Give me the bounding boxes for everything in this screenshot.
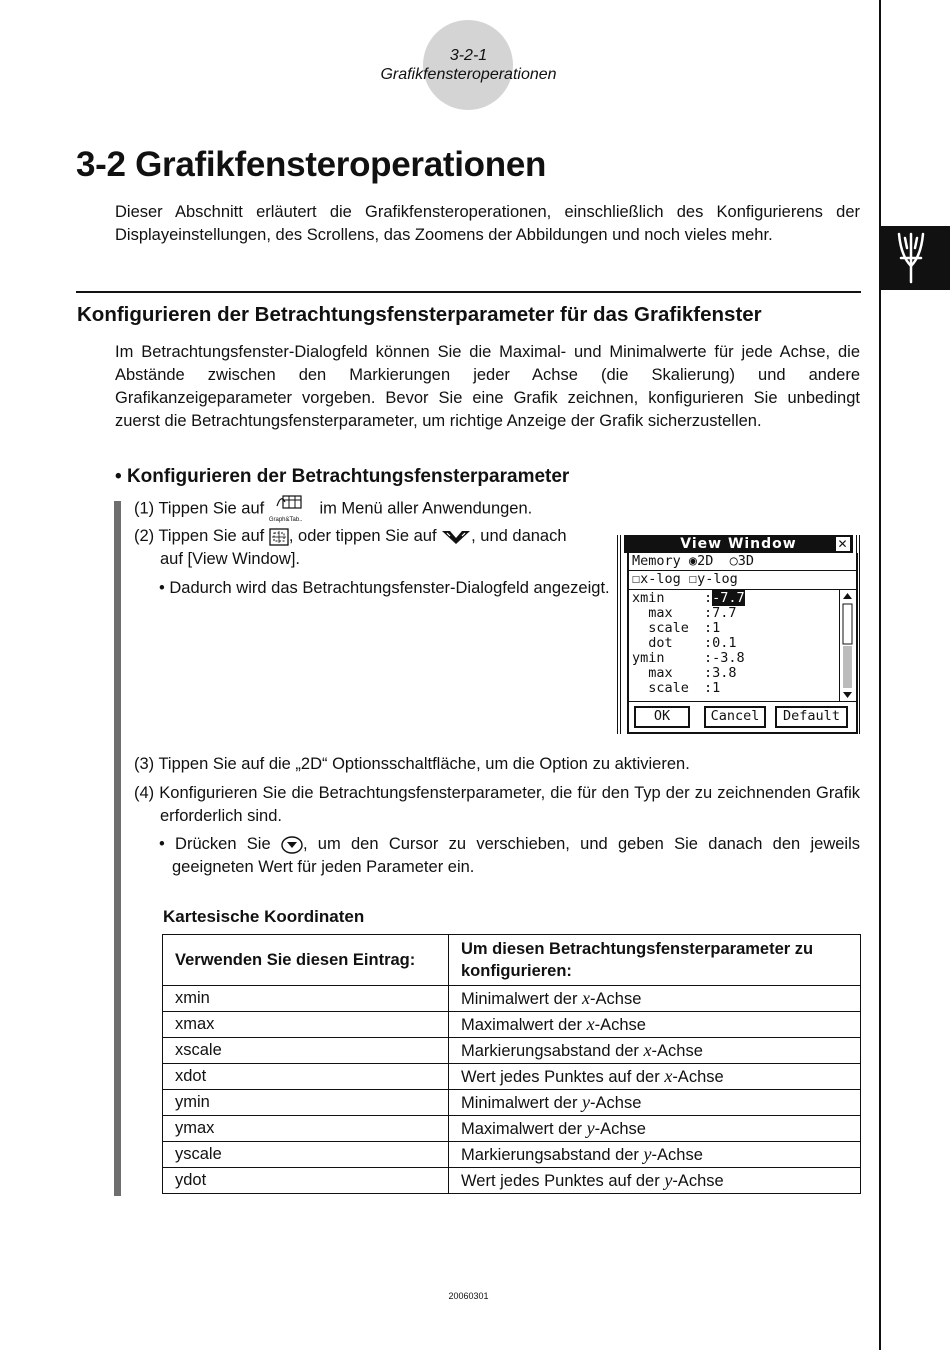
desc-suffix: -Achse [590, 1094, 642, 1112]
table-row [163, 1116, 861, 1142]
param-value-selected[interactable]: -7.7 [712, 590, 745, 606]
close-icon[interactable]: ✕ [837, 537, 849, 551]
step-1 [134, 496, 634, 522]
desc-suffix: -Achse [651, 1146, 703, 1164]
desc-axis: y [643, 1144, 652, 1164]
param-value[interactable]: 7.7 [712, 605, 737, 621]
scroll-down-icon[interactable] [843, 692, 852, 698]
procedure-sidebar [114, 501, 121, 1196]
table-cell-entry: ymax [163, 1116, 449, 1142]
table-row [163, 986, 861, 1012]
desc-axis: x [664, 1066, 673, 1086]
table-cell-desc [449, 1012, 861, 1038]
step-2 [134, 525, 614, 548]
param-row[interactable]: ymin :-3.8 [632, 650, 745, 666]
graph-chapter-icon [879, 226, 950, 290]
scroll-up-icon[interactable] [843, 593, 852, 599]
margin-line [879, 0, 881, 1350]
table-cell-entry: xmax [163, 1012, 449, 1038]
section-rule [76, 291, 861, 293]
table-caption: Kartesische Koordinaten [163, 907, 365, 926]
step-2-text-a: (2) Tippen Sie auf [134, 527, 265, 545]
table-row [163, 1038, 861, 1064]
table-cell-entry: ydot [163, 1168, 449, 1194]
table-cell-desc [449, 1142, 861, 1168]
table-header-param: Um diesen Betrachtungsfensterparameter zu konfigurieren: [449, 935, 861, 986]
param-list [629, 590, 839, 702]
desc-text: Minimalwert der [461, 990, 583, 1008]
desc-suffix: -Achse [672, 1172, 724, 1190]
param-row[interactable]: xmin :-7.7 [632, 590, 745, 606]
desc-axis: x [582, 988, 591, 1008]
table-row [163, 1064, 861, 1090]
desc-axis: x [643, 1040, 652, 1060]
intro-paragraph: Dieser Abschnitt erläutert die Grafikfensteroperationen, einschließlich des Konfigurierens der Displayeinstellungen, des Scrollens, das Zoomens der Abbildungen und noch vieles mehr. [115, 203, 860, 244]
desc-text: Markierungsabstand der [461, 1042, 644, 1060]
ylog-checkbox-icon[interactable]: ☐ [688, 571, 698, 587]
step-4-bullet [159, 833, 860, 879]
desc-text: Maximalwert der [461, 1120, 587, 1138]
dialog-title: View Window [680, 536, 797, 552]
xlog-checkbox-icon[interactable]: ☐ [632, 571, 641, 587]
table-row [163, 1168, 861, 1194]
desc-text: Maximalwert der [461, 1016, 587, 1034]
step-1-text-a: (1) Tippen Sie auf [134, 499, 265, 518]
cursor-down-key-icon [281, 836, 303, 854]
view-window-screenshot [617, 533, 860, 734]
param-label: xmin [632, 590, 665, 606]
scroll-thumb[interactable] [843, 604, 852, 644]
desc-suffix: -Achse [590, 990, 642, 1008]
section-body: Im Betrachtungsfenster-Dialogfeld können Sie die Maximal- und Minimalwerte für jede Achse, die Abstände zwischen den Markierungen jeder Achse (die Skalierung) und andere Grafikanzeigeparameter vorgeben. Bevor Sie eine Grafik zeichnen, konfigurieren Sie unbedingt zuerst die Betrachtungsfensterparameter, um richtige Anzeige der Grafik sicherzustellen. [115, 343, 860, 430]
table-cell-desc [449, 1064, 861, 1090]
graph-tab-app-label: Graph&Tab.. [268, 517, 303, 523]
table-cell-desc [449, 1038, 861, 1064]
step-3: (3) Tippen Sie auf die „2D“ Optionsschaltfläche, um die Option zu aktivieren. [134, 755, 690, 773]
table-cell-entry: yscale [163, 1142, 449, 1168]
log-row [632, 572, 738, 587]
desc-axis: y [582, 1092, 591, 1112]
table-cell-desc [449, 1116, 861, 1142]
radio-3d-label: 3D [737, 553, 754, 569]
step-4-bullet-text-b: , um den Cursor zu verschieben, und geben Sie danach den jeweils geeigneten Wert für jeden Parameter ein. [172, 835, 861, 876]
table-cell-entry: xdot [163, 1064, 449, 1090]
param-label: ymin [632, 650, 665, 666]
table-cell-desc [449, 986, 861, 1012]
desc-text: Wert jedes Punktes auf der [461, 1068, 665, 1086]
header-section-number: 3-2-1 [449, 47, 488, 64]
param-value[interactable]: 3.8 [712, 665, 737, 681]
desc-axis: y [586, 1118, 595, 1138]
graph-tab-app-icon [268, 492, 315, 523]
step-4-bullet-text-a: • Drücken Sie [159, 835, 271, 853]
desc-suffix: -Achse [594, 1120, 646, 1138]
param-label: dot [632, 635, 673, 651]
cancel-button[interactable]: Cancel [704, 706, 766, 728]
chapter-title: 3-2 Grafikfensteroperationen [76, 145, 547, 184]
table-cell-desc [449, 1090, 861, 1116]
param-label: scale [632, 620, 689, 636]
parameter-table [162, 934, 861, 1194]
param-row[interactable]: scale :1 [632, 680, 721, 696]
footer-code: 20060301 [448, 1291, 489, 1301]
scrollbar[interactable] [839, 590, 855, 701]
radio-2d-label: 2D [697, 553, 714, 569]
param-label: max [632, 605, 673, 621]
table-header-row [163, 935, 861, 986]
procedure-title: • Konfigurieren der Betrachtungsfensterparameter [115, 466, 570, 487]
table-row [163, 1090, 861, 1116]
view-window-toolbar-icon [269, 528, 289, 546]
menu-down-arrow-icon [441, 529, 471, 545]
step-2-text-b: , oder tippen Sie auf [288, 527, 437, 545]
xlog-label: x-log [640, 571, 681, 587]
memory-row [632, 554, 754, 569]
desc-suffix: -Achse [594, 1016, 646, 1034]
desc-axis: x [586, 1014, 595, 1034]
ylog-label: y-log [697, 571, 738, 587]
param-label: scale [632, 680, 689, 696]
table-cell-entry: xmin [163, 986, 449, 1012]
step-4: (4) Konfigurieren Sie die Betrachtungsfensterparameter, die für den Typ der zu zeichnenden Grafik erforderlich sind. [134, 784, 860, 825]
step-2-continued: auf [View Window]. [160, 550, 301, 568]
default-button[interactable]: Default [775, 706, 848, 728]
desc-text: Wert jedes Punktes auf der [461, 1172, 665, 1190]
header-circle [423, 20, 513, 110]
param-value[interactable]: 1 [712, 620, 721, 636]
desc-axis: y [664, 1170, 673, 1190]
param-row[interactable]: dot :0.1 [632, 635, 737, 651]
table-cell-entry: xscale [163, 1038, 449, 1064]
scroll-track [843, 646, 852, 688]
ok-button[interactable]: OK [634, 706, 690, 728]
procedure-title-text: Konfigurieren der Betrachtungsfensterparameter [126, 466, 570, 487]
step-2-bullet: • Dadurch wird das Betrachtungsfenster-Dialogfeld angezeigt. [159, 579, 610, 597]
table-cell-entry: ymin [163, 1090, 449, 1116]
table-header-entry: Verwenden Sie diesen Eintrag: [163, 935, 449, 986]
desc-text: Markierungsabstand der [461, 1146, 644, 1164]
desc-suffix: -Achse [672, 1068, 724, 1086]
desc-text: Minimalwert der [461, 1094, 583, 1112]
radio-2d-selected-icon[interactable]: ◉ [688, 553, 698, 569]
param-value[interactable]: 0.1 [712, 635, 737, 651]
radio-3d-icon[interactable]: ○ [729, 553, 738, 569]
table-cell-desc [449, 1168, 861, 1194]
section-title: Konfigurieren der Betrachtungsfensterparameter für das Grafikfenster [77, 303, 762, 326]
table-row [163, 1012, 861, 1038]
chapter-tab [879, 226, 950, 290]
param-value[interactable]: 1 [712, 680, 721, 696]
param-row[interactable]: scale :1 [632, 620, 721, 636]
header-section-title: Grafikfensteroperationen [380, 66, 557, 83]
table-row [163, 1142, 861, 1168]
param-row[interactable]: max :3.8 [632, 665, 737, 681]
dialog-body [627, 553, 858, 734]
dialog-titlebar [624, 535, 853, 553]
desc-suffix: -Achse [651, 1042, 703, 1060]
param-label: max [632, 665, 673, 681]
memory-label: Memory [632, 553, 681, 569]
divider [629, 701, 856, 702]
param-value[interactable]: -3.8 [712, 650, 745, 666]
step-2-text-c: , und danach [471, 527, 567, 545]
step-1-text-b: im Menü aller Anwendungen. [319, 499, 533, 518]
param-row[interactable]: max :7.7 [632, 605, 737, 621]
